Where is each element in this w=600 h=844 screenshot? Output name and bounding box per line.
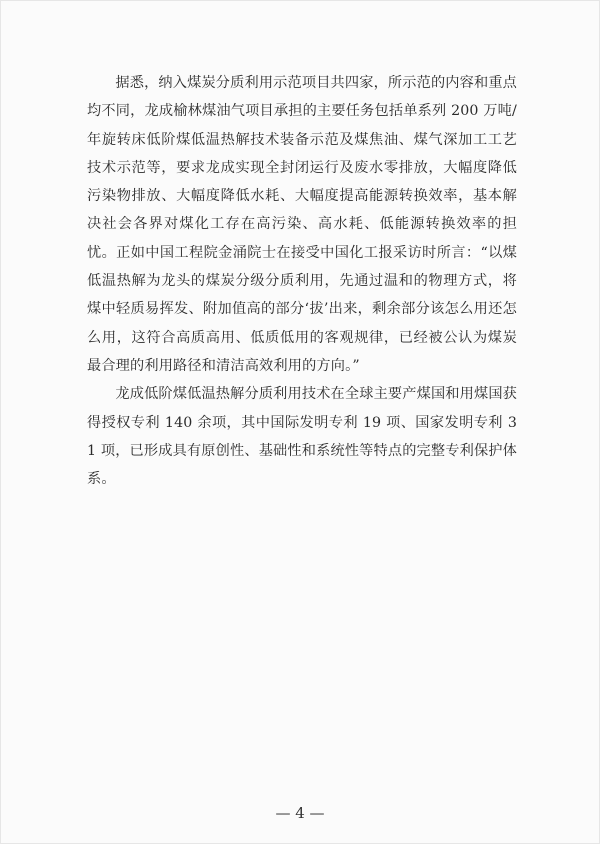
paragraph-1: 据悉，纳入煤炭分质利用示范项目共四家，所示范的内容和重点均不同，龙成榆林煤油气项目承担的主要任务包括单系列 200 万吨/年旋转床低阶煤低温热解技术装备示范及煤焦油、煤气深加工工艺技术示范等，要求龙成实现全封闭运行及废水零排放，大幅度降低污染物排放、大幅度降低水耗、大幅度提高能源转换效率，基本解决社会各界对煤化工存在高污染、高水耗、低能源转换效率的担忧。正如中国工程院金涌院士在接受中国化工报采访时所言：“以煤低温热解为龙头的煤炭分级分质利用，先通过温和的物理方式，将煤中轻质易挥发、附加值高的部分‘拔’出来，剩余部分该怎么用还怎么用，这符合高质高用、低质低用的客观规律，已经被公认为煤炭最合理的利用路径和清洁高效利用的方向。” [87,75,517,374]
document-body [87,69,517,493]
paragraph-2: 龙成低阶煤低温热解分质利用技术在全球主要产煤国和用煤国获得授权专利 140 余项，其中国际发明专利 19 项、国家发明专利 31 项，已形成具有原创性、基础性和系统性等特点的完整专利保护体系。 [87,386,517,488]
page-number: — 4 — [275,804,325,822]
